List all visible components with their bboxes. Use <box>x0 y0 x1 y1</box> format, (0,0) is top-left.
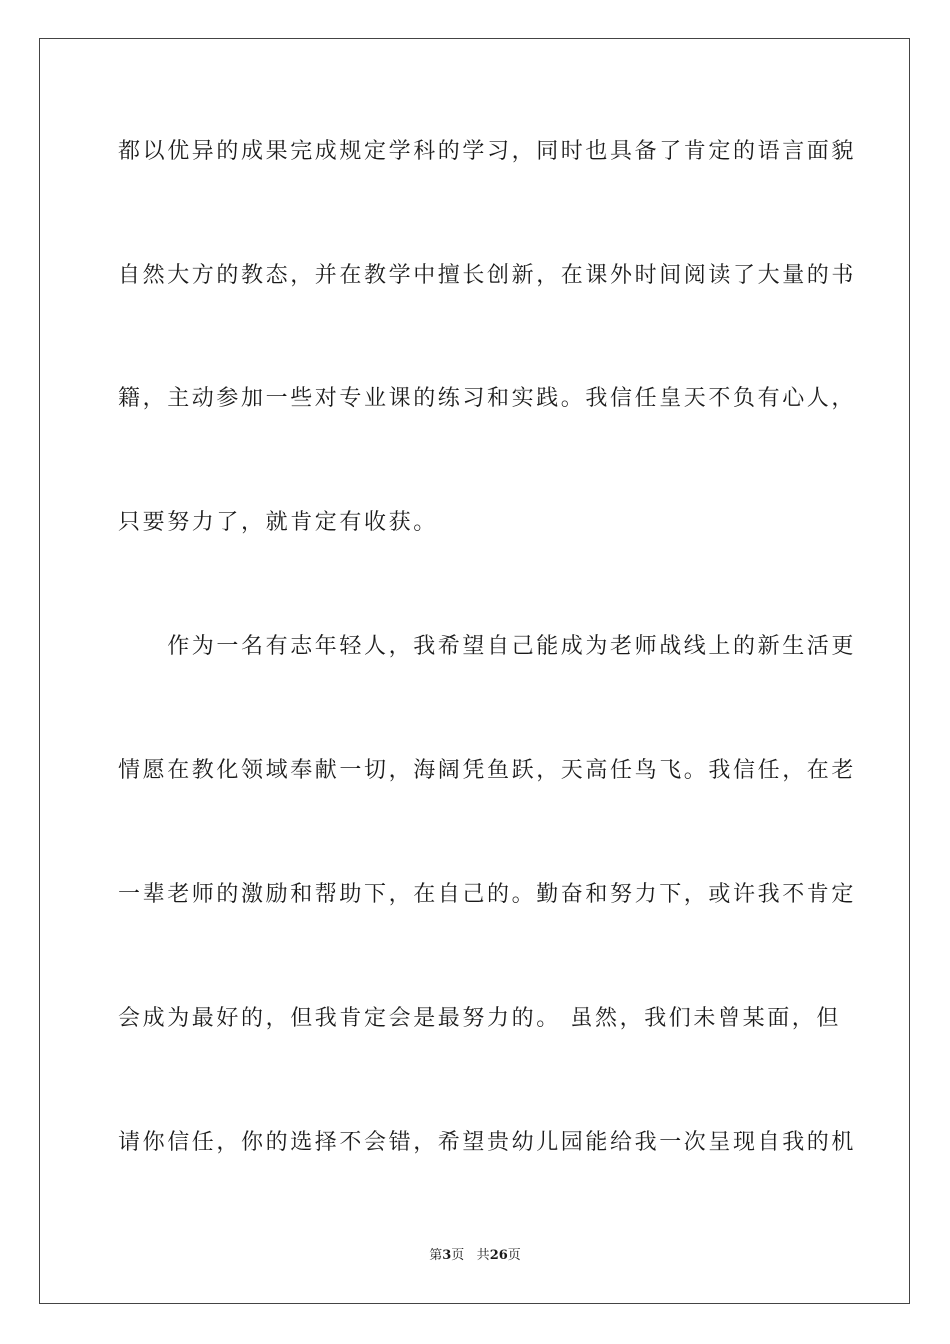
total-label-prefix: 共 <box>476 1248 490 1263</box>
body-text-line-6: 情愿在教化领域奉献一切，海阔凭鱼跃，天高任鸟飞。我信任，在老 <box>118 758 857 783</box>
body-text-line-7: 一辈老师的激励和帮助下，在自己的。勤奋和努力下，或许我不肯定 <box>118 882 857 907</box>
page-number: 3 <box>442 1248 452 1263</box>
page-footer <box>0 1247 950 1265</box>
body-text-line-5: 作为一名有志年轻人，我希望自己能成为老师战线上的新生活更 <box>118 634 857 659</box>
total-pages: 26 <box>489 1248 508 1263</box>
body-text-line-2: 自然大方的教态，并在教学中擅长创新，在课外时间阅读了大量的书 <box>118 263 857 288</box>
page-label-prefix: 第 <box>429 1248 443 1263</box>
page-border <box>39 38 910 1304</box>
total-label-suffix: 页 <box>507 1248 521 1263</box>
body-text-line-8: 会成为最好的，但我肯定会是最努力的。 虽然，我们未曾某面，但 <box>118 1006 841 1031</box>
body-text-line-4: 只要努力了，就肯定有收获。 <box>118 510 438 535</box>
body-text-line-3: 籍，主动参加一些对专业课的练习和实践。我信任皇天不负有心人， <box>118 386 857 411</box>
body-text-line-9: 请你信任，你的选择不会错，希望贵幼儿园能给我一次呈现自我的机 <box>118 1130 857 1155</box>
page-label-suffix: 页 <box>451 1248 465 1263</box>
body-text-line-1: 都以优异的成果完成规定学科的学习，同时也具备了肯定的语言面貌 <box>118 139 857 164</box>
